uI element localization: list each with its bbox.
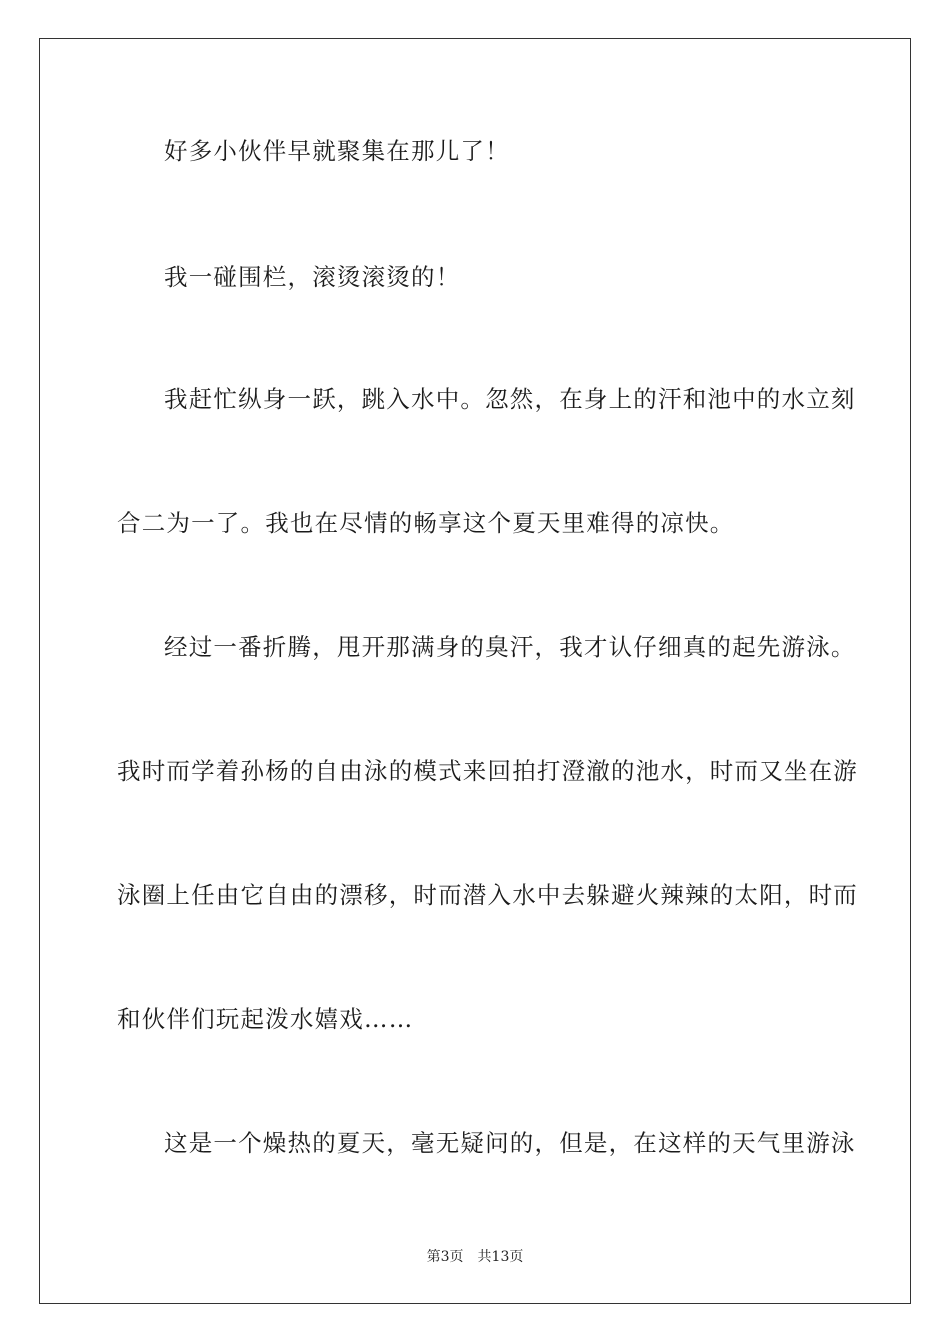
paragraph-line-3: 我赶忙纵身一跃，跳入水中。忽然，在身上的汗和池中的水立刻 (164, 385, 856, 413)
paragraph-line-8: 和伙伴们玩起泼水嬉戏…… (117, 1005, 414, 1033)
paragraph-line-4: 合二为一了。我也在尽情的畅享这个夏天里难得的凉快。 (117, 509, 735, 537)
page-number: 第3页 (426, 1249, 464, 1265)
paragraph-line-6: 我时而学着孙杨的自由泳的模式来回拍打澄澈的池水，时而又坐在游 (117, 757, 858, 785)
paragraph-line-2: 我一碰围栏，滚烫滚烫的！ (164, 263, 461, 291)
paragraph-line-1: 好多小伙伴早就聚集在那儿了！ (164, 137, 510, 165)
paragraph-line-5: 经过一番折腾，甩开那满身的臭汗，我才认仔细真的起先游泳。 (164, 633, 856, 661)
page-border (39, 38, 911, 1304)
paragraph-line-9: 这是一个燥热的夏天，毫无疑问的，但是，在这样的天气里游泳 (164, 1129, 856, 1157)
page-footer (0, 1248, 950, 1266)
paragraph-line-7: 泳圈上任由它自由的漂移，时而潜入水中去躲避火辣辣的太阳，时而 (117, 881, 858, 909)
page-total: 共13页 (477, 1249, 524, 1265)
